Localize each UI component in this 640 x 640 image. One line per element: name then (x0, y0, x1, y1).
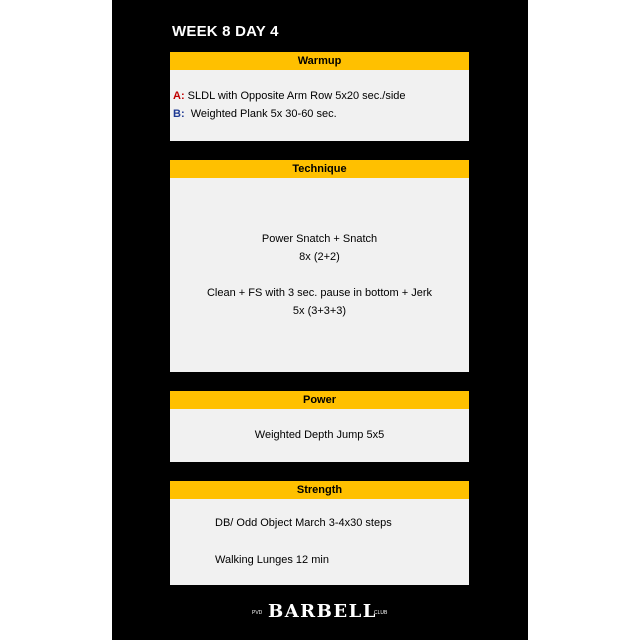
power-card (170, 391, 469, 462)
warmup-card (170, 52, 469, 141)
technique-header: Technique (170, 160, 469, 178)
strength-body (170, 499, 469, 585)
warmup-text-b: Weighted Plank 5x 30-60 sec. (184, 108, 337, 120)
technique-card (170, 160, 469, 372)
warmup-header: Warmup (170, 52, 469, 70)
strength-line-2: Walking Lunges 12 min (215, 554, 329, 566)
logo-left-text: PVD (252, 610, 263, 616)
strength-card (170, 481, 469, 585)
warmup-item-a (173, 90, 406, 102)
technique-line-1: Power Snatch + Snatch (261, 233, 378, 245)
strength-line-1: DB/ Odd Object March 3-4x30 steps (215, 517, 392, 529)
power-body (170, 409, 469, 462)
logo-right-text: CLUB (374, 610, 388, 616)
warmup-letter-b: B: (173, 108, 185, 120)
power-line-1: Weighted Depth Jump 5x5 (254, 429, 385, 441)
strength-header: Strength (170, 481, 469, 499)
technique-line-2: 8x (2+2) (299, 251, 340, 263)
warmup-body (170, 70, 469, 141)
warmup-letter-a: A: (173, 90, 185, 102)
power-header: Power (170, 391, 469, 409)
technique-body (170, 178, 469, 372)
warmup-item-b (173, 108, 337, 120)
technique-line-4: 5x (3+3+3) (292, 305, 347, 317)
technique-line-3: Clean + FS with 3 sec. pause in bottom + Jerk (206, 287, 432, 299)
page-title: WEEK 8 DAY 4 (172, 23, 279, 40)
barbell-club-logo (250, 601, 390, 625)
logo-main-text: BARBELL (268, 601, 377, 622)
warmup-text-a: SLDL with Opposite Arm Row 5x20 sec./side (184, 90, 406, 102)
